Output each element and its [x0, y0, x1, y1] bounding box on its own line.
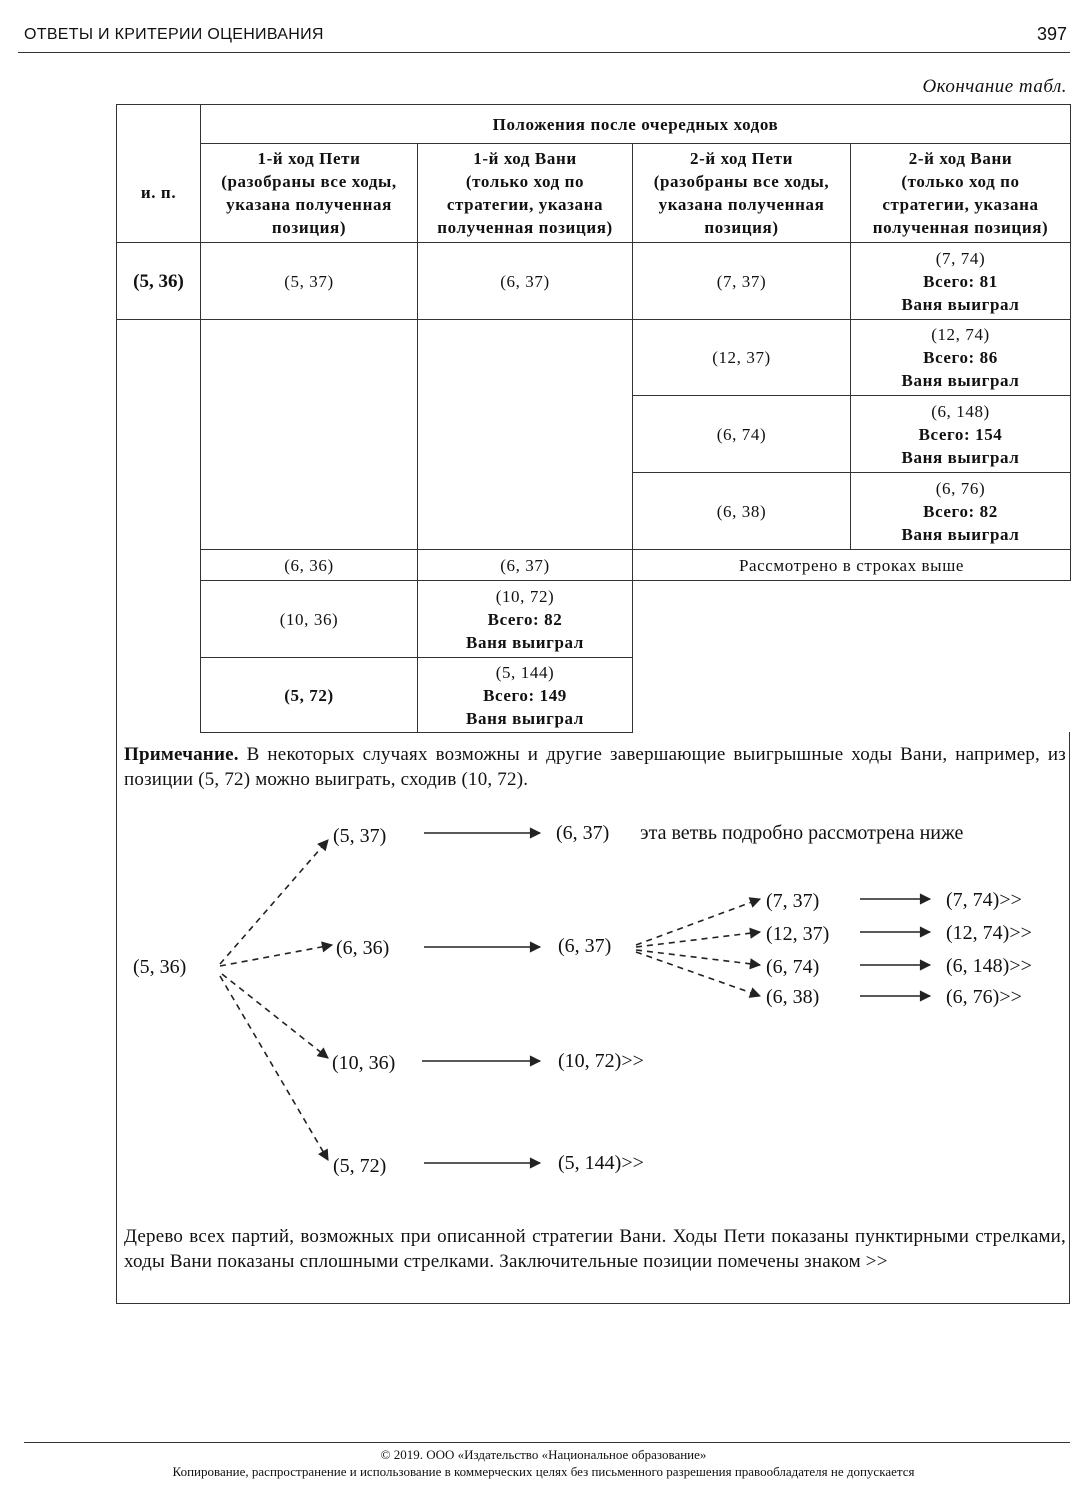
cell: (6, 37) — [418, 550, 633, 581]
cell: (7, 74) Всего: 81 Ваня выиграл — [851, 243, 1071, 320]
moves-table — [116, 104, 1071, 733]
table-row — [117, 320, 1071, 396]
col-header-4: 2-й ход Вани (только ход по стратегии, указана полученная позиция) — [851, 144, 1071, 243]
tree-comment: эта ветвь подробно рассмотрена ниже — [640, 822, 964, 844]
tree-node: (5, 37) — [333, 825, 387, 847]
page-number: 397 — [1036, 24, 1067, 44]
dashed-arrow — [220, 945, 332, 966]
dashed-arrow — [220, 840, 328, 964]
tree-node: (6, 76)>> — [946, 986, 1022, 1008]
tree-caption: Дерево всех партий, возможных при описанной стратегии Вани. Ходы Пети показаны пунктирными стрелками, ходы Вани показаны сплошными стрелками. Заключительные позиции помечены знаком >> — [124, 1226, 1066, 1272]
tree-node: (12, 74)>> — [946, 922, 1032, 944]
cell: (6, 148) Всего: 154 Ваня выиграл — [851, 396, 1071, 473]
dashed-arrow — [636, 899, 760, 945]
cell: (6, 38) — [633, 473, 851, 550]
tree-node: (7, 74)>> — [946, 889, 1022, 911]
table-row — [117, 243, 1071, 320]
tree-node: (6, 38) — [766, 986, 820, 1008]
col-header-2: 1-й ход Вани (только ход по стратегии, указана полученная позиция) — [418, 144, 633, 243]
tree-node: (10, 72)>> — [558, 1050, 644, 1072]
cell: (10, 36) — [201, 581, 418, 658]
table-column-header-row — [117, 144, 1071, 243]
initial-position: (5, 36) — [117, 243, 201, 320]
cell: (6, 74) — [633, 396, 851, 473]
cell: (5, 144) Всего: 149 Ваня выиграл — [418, 658, 633, 733]
tree-node: (10, 36) — [332, 1052, 396, 1074]
tree-node: (6, 148)>> — [946, 955, 1032, 977]
cell: (12, 37) — [633, 320, 851, 396]
note-text: В некоторых случаях возможны и другие завершающие выигрышные ходы Вани, например, из позиции (5, 72) можно выиграть, сходив (10, 72). — [124, 744, 1066, 790]
dashed-arrow — [636, 952, 760, 996]
dashed-arrow — [222, 974, 328, 1058]
tree-node: (6, 36) — [336, 937, 390, 959]
cell: (12, 74) Всего: 86 Ваня выиграл — [851, 320, 1071, 396]
col-header-3: 2-й ход Пети (разобраны все ходы, указана полученная позиция) — [633, 144, 851, 243]
table-group-header-row — [117, 105, 1071, 144]
dashed-arrow — [220, 976, 328, 1160]
dashed-arrow — [636, 932, 760, 947]
cell: (5, 37) — [201, 243, 418, 320]
tree-node: (6, 37) — [556, 822, 610, 844]
tree-node: (5, 72) — [333, 1155, 387, 1177]
cell: (6, 37) — [418, 243, 633, 320]
dashed-arrow — [636, 950, 760, 965]
col-header-ip: и. п. — [117, 144, 201, 243]
table-row — [117, 550, 1071, 581]
note-label: Примечание. — [124, 744, 239, 765]
cell: (6, 76) Всего: 82 Ваня выиграл — [851, 473, 1071, 550]
footer-copyright: © 2019. ООО «Издательство «Национальное образование» — [380, 1447, 707, 1462]
header-rule — [18, 52, 1070, 53]
tree-node: (6, 74) — [766, 956, 820, 978]
tree-node: (6, 37) — [558, 935, 612, 957]
empty-cell — [633, 581, 1071, 733]
footer-license: Копирование, распространение и использование в коммерческих целях без письменного разрешения правообладателя не допускается — [172, 1464, 915, 1479]
game-tree-diagram — [116, 800, 1070, 1200]
tree-root: (5, 36) — [133, 956, 187, 978]
cell: (5, 72) — [201, 658, 418, 733]
group-header: Положения после очередных ходов — [201, 105, 1071, 144]
running-header: ОТВЕТЫ И КРИТЕРИИ ОЦЕНИВАНИЯ — [24, 26, 324, 43]
cell: (7, 37) — [633, 243, 851, 320]
cell: (10, 72) Всего: 82 Ваня выиграл — [418, 581, 633, 658]
cell: Рассмотрено в строках выше — [633, 550, 1071, 581]
table-row — [117, 581, 1071, 658]
table-continuation-label: Окончание табл. — [922, 76, 1067, 97]
cell: (6, 36) — [201, 550, 418, 581]
footer-rule — [24, 1442, 1070, 1443]
tree-node: (5, 144)>> — [558, 1152, 644, 1174]
empty-cell — [201, 320, 418, 550]
note-paragraph — [124, 742, 1066, 792]
empty-cell — [418, 320, 633, 550]
tree-node: (7, 37) — [766, 890, 820, 912]
col-header-1: 1-й ход Пети (разобраны все ходы, указана полученная позиция) — [201, 144, 418, 243]
tree-node: (12, 37) — [766, 923, 830, 945]
